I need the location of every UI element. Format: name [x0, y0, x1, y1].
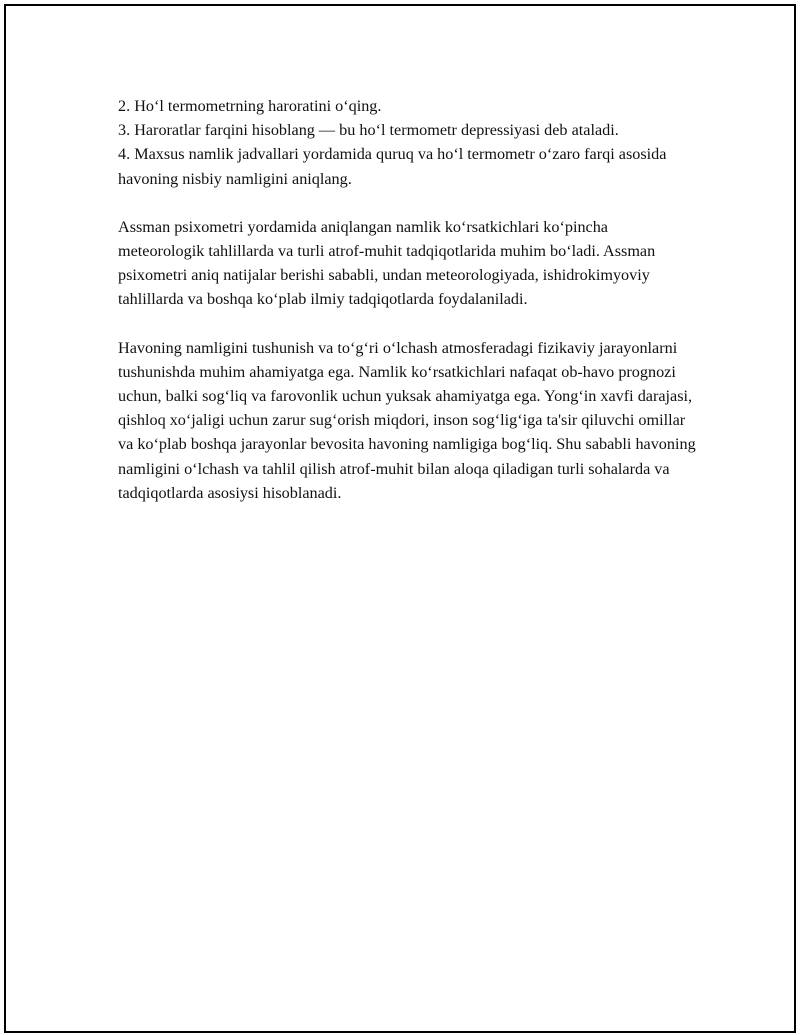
document-body — [118, 94, 698, 529]
paragraph: Havoning namligini tushunish va to‘g‘ri o‘lchash atmosferadagi fizikaviy jarayonlarni tushunishda muhim ahamiyatga ega. Namlik ko‘rsatkichlari nafaqat ob-havo prognozi uchun, balki sog‘liq va farovonlik uchun yuksak ahamiyatga ega. Yong‘in xavfi darajasi, qishloq xo‘jaligi uchun zarur sug‘orish miqdori, inson sog‘lig‘iga ta'sir qiluvchi omillar va ko‘plab boshqa jarayonlar bevosita havoning namligiga bog‘liq. Shu sababli havoning namligini o‘lchash va tahlil qilish atrof-muhit bilan aloqa qiladigan turli sohalarda va tadqiqotlarda asosiysi hisoblanadi. — [118, 338, 696, 502]
paragraph: Assman psixometri yordamida aniqlangan namlik ko‘rsatkichlari ko‘pincha meteorologik tahlillarda va turli atrof-muhit tadqiqotlarida muhim bo‘ladi. Assman psixometri aniq natijalar berishi sababli, undan meteorologiyada, ishidrokimyoviy tahlillarda va boshqa ko‘plab ilmiy tadqiqotlarda foydalaniladi. — [118, 217, 656, 309]
steps-list — [118, 94, 698, 191]
list-item: 3. Haroratlar farqini hisoblang — bu ho‘l termometr depressiyasi deb ataladi. — [118, 121, 619, 140]
list-item: 4. Maxsus namlik jadvallari yordamida quruq va ho‘l termometr o‘zaro farqi asosida havoning nisbiy namligini aniqlang. — [118, 145, 667, 188]
list-item: 2. Ho‘l termometrning haroratini o‘qing. — [118, 97, 382, 115]
